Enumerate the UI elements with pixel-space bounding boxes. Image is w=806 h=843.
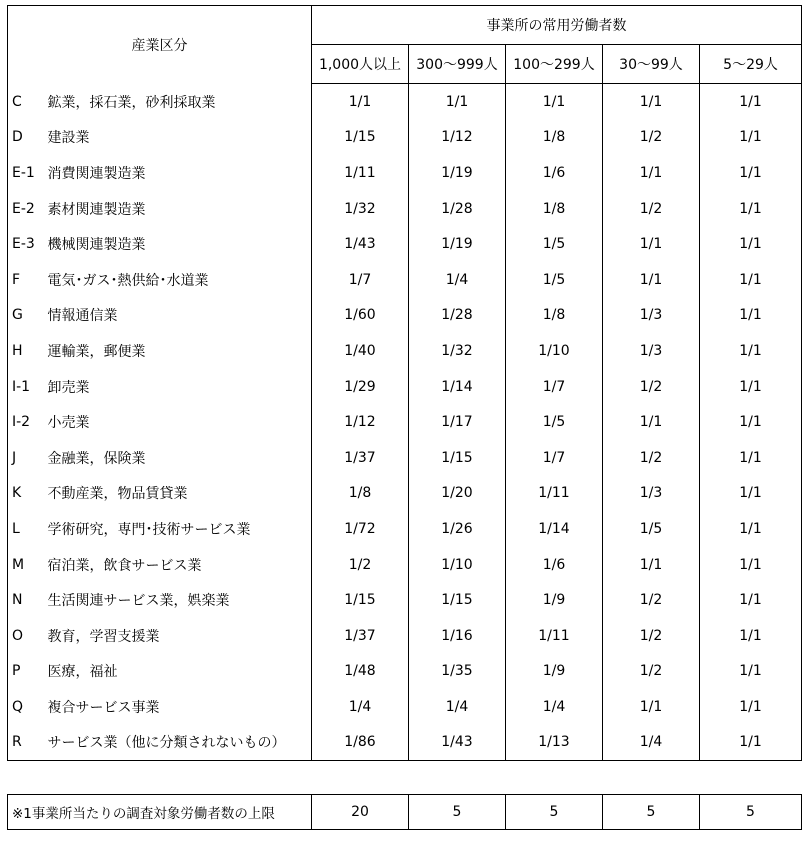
- footer-value: 5: [603, 795, 700, 830]
- rate-cell: 1/1: [700, 440, 802, 476]
- rate-cell: 1/37: [312, 440, 409, 476]
- rate-cell: 1/72: [312, 511, 409, 547]
- table-row: [8, 120, 802, 156]
- rate-cell: 1/10: [409, 547, 506, 583]
- rate-cell: 1/1: [700, 654, 802, 690]
- industry-code: I-1: [8, 369, 46, 405]
- rate-cell: 1/2: [312, 547, 409, 583]
- table-row: [8, 191, 802, 227]
- sampling-rate-table: [7, 5, 802, 761]
- industry-name: 金融業，保険業: [46, 440, 312, 476]
- industry-code: O: [8, 618, 46, 654]
- industry-name: 不動産業，物品賃貸業: [46, 476, 312, 512]
- rate-cell: 1/1: [700, 84, 802, 120]
- rate-cell: 1/1: [603, 689, 700, 725]
- rate-cell: 1/1: [700, 333, 802, 369]
- rate-cell: 1/15: [409, 582, 506, 618]
- table-row: [8, 155, 802, 191]
- table-row: [8, 369, 802, 405]
- size-header: 300～999人: [409, 45, 506, 84]
- rate-cell: 1/29: [312, 369, 409, 405]
- rate-cell: 1/12: [409, 120, 506, 156]
- rate-cell: 1/13: [506, 725, 603, 761]
- industry-code: K: [8, 476, 46, 512]
- industry-name: 学術研究，専門･技術サービス業: [46, 511, 312, 547]
- rate-cell: 1/15: [312, 120, 409, 156]
- rate-cell: 1/28: [409, 191, 506, 227]
- rate-cell: 1/1: [700, 155, 802, 191]
- table-row: [8, 511, 802, 547]
- rate-cell: 1/3: [603, 476, 700, 512]
- rate-cell: 1/60: [312, 298, 409, 334]
- rate-cell: 1/1: [700, 226, 802, 262]
- rate-cell: 1/32: [409, 333, 506, 369]
- rate-cell: 1/11: [506, 618, 603, 654]
- industry-code: R: [8, 725, 46, 761]
- industry-code: C: [8, 84, 46, 120]
- size-header: 1,000人以上: [312, 45, 409, 84]
- rate-cell: 1/2: [603, 369, 700, 405]
- rate-cell: 1/14: [409, 369, 506, 405]
- industry-name: 生活関連サービス業，娯楽業: [46, 582, 312, 618]
- table-row: [8, 298, 802, 334]
- rate-cell: 1/4: [409, 262, 506, 298]
- industry-code: N: [8, 582, 46, 618]
- table-row: [8, 654, 802, 690]
- rate-cell: 1/19: [409, 226, 506, 262]
- rate-cell: 1/3: [603, 333, 700, 369]
- rate-cell: 1/15: [409, 440, 506, 476]
- size-header: 30～99人: [603, 45, 700, 84]
- rate-cell: 1/15: [312, 582, 409, 618]
- rate-cell: 1/5: [506, 404, 603, 440]
- rate-cell: 1/43: [409, 725, 506, 761]
- rate-cell: 1/5: [506, 262, 603, 298]
- rate-cell: 1/40: [312, 333, 409, 369]
- industry-name: 複合サービス事業: [46, 689, 312, 725]
- industry-code: E-2: [8, 191, 46, 227]
- table-row: [8, 84, 802, 120]
- footer-value: 5: [506, 795, 603, 830]
- industry-code: G: [8, 298, 46, 334]
- rate-cell: 1/26: [409, 511, 506, 547]
- rate-cell: 1/1: [603, 262, 700, 298]
- rate-cell: 1/6: [506, 155, 603, 191]
- industry-header: 産業区分: [8, 6, 312, 84]
- industry-code: P: [8, 654, 46, 690]
- industry-name: 教育，学習支援業: [46, 618, 312, 654]
- rate-cell: 1/1: [409, 84, 506, 120]
- industry-code: E-1: [8, 155, 46, 191]
- rate-cell: 1/3: [603, 298, 700, 334]
- footer-value: 5: [409, 795, 506, 830]
- rate-cell: 1/10: [506, 333, 603, 369]
- industry-code: D: [8, 120, 46, 156]
- table-row: [8, 547, 802, 583]
- rate-cell: 1/16: [409, 618, 506, 654]
- rate-cell: 1/1: [603, 547, 700, 583]
- rate-cell: 1/1: [700, 369, 802, 405]
- industry-name: 機械関連製造業: [46, 226, 312, 262]
- rate-cell: 1/14: [506, 511, 603, 547]
- rate-cell: 1/4: [506, 689, 603, 725]
- rate-cell: 1/9: [506, 582, 603, 618]
- rate-cell: 1/8: [506, 120, 603, 156]
- rate-cell: 1/1: [700, 725, 802, 761]
- size-header: 100～299人: [506, 45, 603, 84]
- rate-cell: 1/1: [700, 191, 802, 227]
- industry-name: 素材関連製造業: [46, 191, 312, 227]
- rate-cell: 1/86: [312, 725, 409, 761]
- rate-cell: 1/2: [603, 654, 700, 690]
- rate-cell: 1/35: [409, 654, 506, 690]
- industry-code: Q: [8, 689, 46, 725]
- rate-cell: 1/4: [409, 689, 506, 725]
- rate-cell: 1/6: [506, 547, 603, 583]
- rate-cell: 1/37: [312, 618, 409, 654]
- industry-name: 電気･ガス･熱供給･水道業: [46, 262, 312, 298]
- footer-value: 5: [700, 795, 802, 830]
- rate-cell: 1/1: [700, 404, 802, 440]
- size-group-header: 事業所の常用労働者数: [312, 6, 802, 45]
- rate-cell: 1/1: [700, 476, 802, 512]
- rate-cell: 1/1: [603, 155, 700, 191]
- rate-cell: 1/32: [312, 191, 409, 227]
- table-row: [8, 226, 802, 262]
- rate-cell: 1/1: [700, 618, 802, 654]
- rate-cell: 1/1: [603, 84, 700, 120]
- rate-cell: 1/1: [700, 511, 802, 547]
- size-header: 5～29人: [700, 45, 802, 84]
- rate-cell: 1/7: [312, 262, 409, 298]
- rate-cell: 1/8: [506, 191, 603, 227]
- table-row: [8, 440, 802, 476]
- table-row: [8, 476, 802, 512]
- industry-code: J: [8, 440, 46, 476]
- rate-cell: 1/28: [409, 298, 506, 334]
- table-row: [8, 404, 802, 440]
- rate-cell: 1/17: [409, 404, 506, 440]
- table-row: [8, 689, 802, 725]
- industry-code: E-3: [8, 226, 46, 262]
- rate-cell: 1/11: [506, 476, 603, 512]
- table-row: [8, 618, 802, 654]
- industry-name: 運輸業，郵便業: [46, 333, 312, 369]
- rate-cell: 1/11: [312, 155, 409, 191]
- footer-table: [7, 794, 802, 830]
- industry-name: 医療，福祉: [46, 654, 312, 690]
- footer-note: ※1事業所当たりの調査対象労働者数の上限: [8, 795, 312, 830]
- rate-cell: 1/1: [603, 404, 700, 440]
- rate-cell: 1/2: [603, 618, 700, 654]
- industry-code: L: [8, 511, 46, 547]
- rate-cell: 1/1: [700, 547, 802, 583]
- table-row: [8, 582, 802, 618]
- rate-cell: 1/48: [312, 654, 409, 690]
- footer-value: 20: [312, 795, 409, 830]
- rate-cell: 1/1: [700, 689, 802, 725]
- rate-cell: 1/19: [409, 155, 506, 191]
- industry-code: H: [8, 333, 46, 369]
- industry-code: F: [8, 262, 46, 298]
- rate-cell: 1/43: [312, 226, 409, 262]
- rate-cell: 1/12: [312, 404, 409, 440]
- rate-cell: 1/8: [312, 476, 409, 512]
- footer-row: [8, 795, 802, 830]
- rate-cell: 1/5: [603, 511, 700, 547]
- industry-name: 宿泊業，飲食サービス業: [46, 547, 312, 583]
- rate-cell: 1/1: [700, 582, 802, 618]
- rate-cell: 1/1: [312, 84, 409, 120]
- rate-cell: 1/20: [409, 476, 506, 512]
- table-row: [8, 333, 802, 369]
- rate-cell: 1/4: [312, 689, 409, 725]
- industry-code: I-2: [8, 404, 46, 440]
- rate-cell: 1/1: [506, 84, 603, 120]
- rate-cell: 1/8: [506, 298, 603, 334]
- rate-cell: 1/1: [603, 226, 700, 262]
- rate-cell: 1/9: [506, 654, 603, 690]
- industry-name: 鉱業，採石業，砂利採取業: [46, 84, 312, 120]
- rate-cell: 1/5: [506, 226, 603, 262]
- rate-cell: 1/2: [603, 191, 700, 227]
- industry-name: 情報通信業: [46, 298, 312, 334]
- rate-cell: 1/1: [700, 262, 802, 298]
- industry-name: 建設業: [46, 120, 312, 156]
- table-row: [8, 725, 802, 761]
- industry-code: M: [8, 547, 46, 583]
- industry-name: 卸売業: [46, 369, 312, 405]
- industry-name: 小売業: [46, 404, 312, 440]
- rate-cell: 1/1: [700, 120, 802, 156]
- header-row-1: [8, 6, 802, 45]
- rate-cell: 1/2: [603, 440, 700, 476]
- rate-cell: 1/2: [603, 120, 700, 156]
- rate-cell: 1/1: [700, 298, 802, 334]
- industry-name: サービス業（他に分類されないもの）: [46, 725, 312, 761]
- rate-cell: 1/7: [506, 369, 603, 405]
- industry-name: 消費関連製造業: [46, 155, 312, 191]
- rate-cell: 1/2: [603, 582, 700, 618]
- rate-cell: 1/7: [506, 440, 603, 476]
- rate-cell: 1/4: [603, 725, 700, 761]
- table-row: [8, 262, 802, 298]
